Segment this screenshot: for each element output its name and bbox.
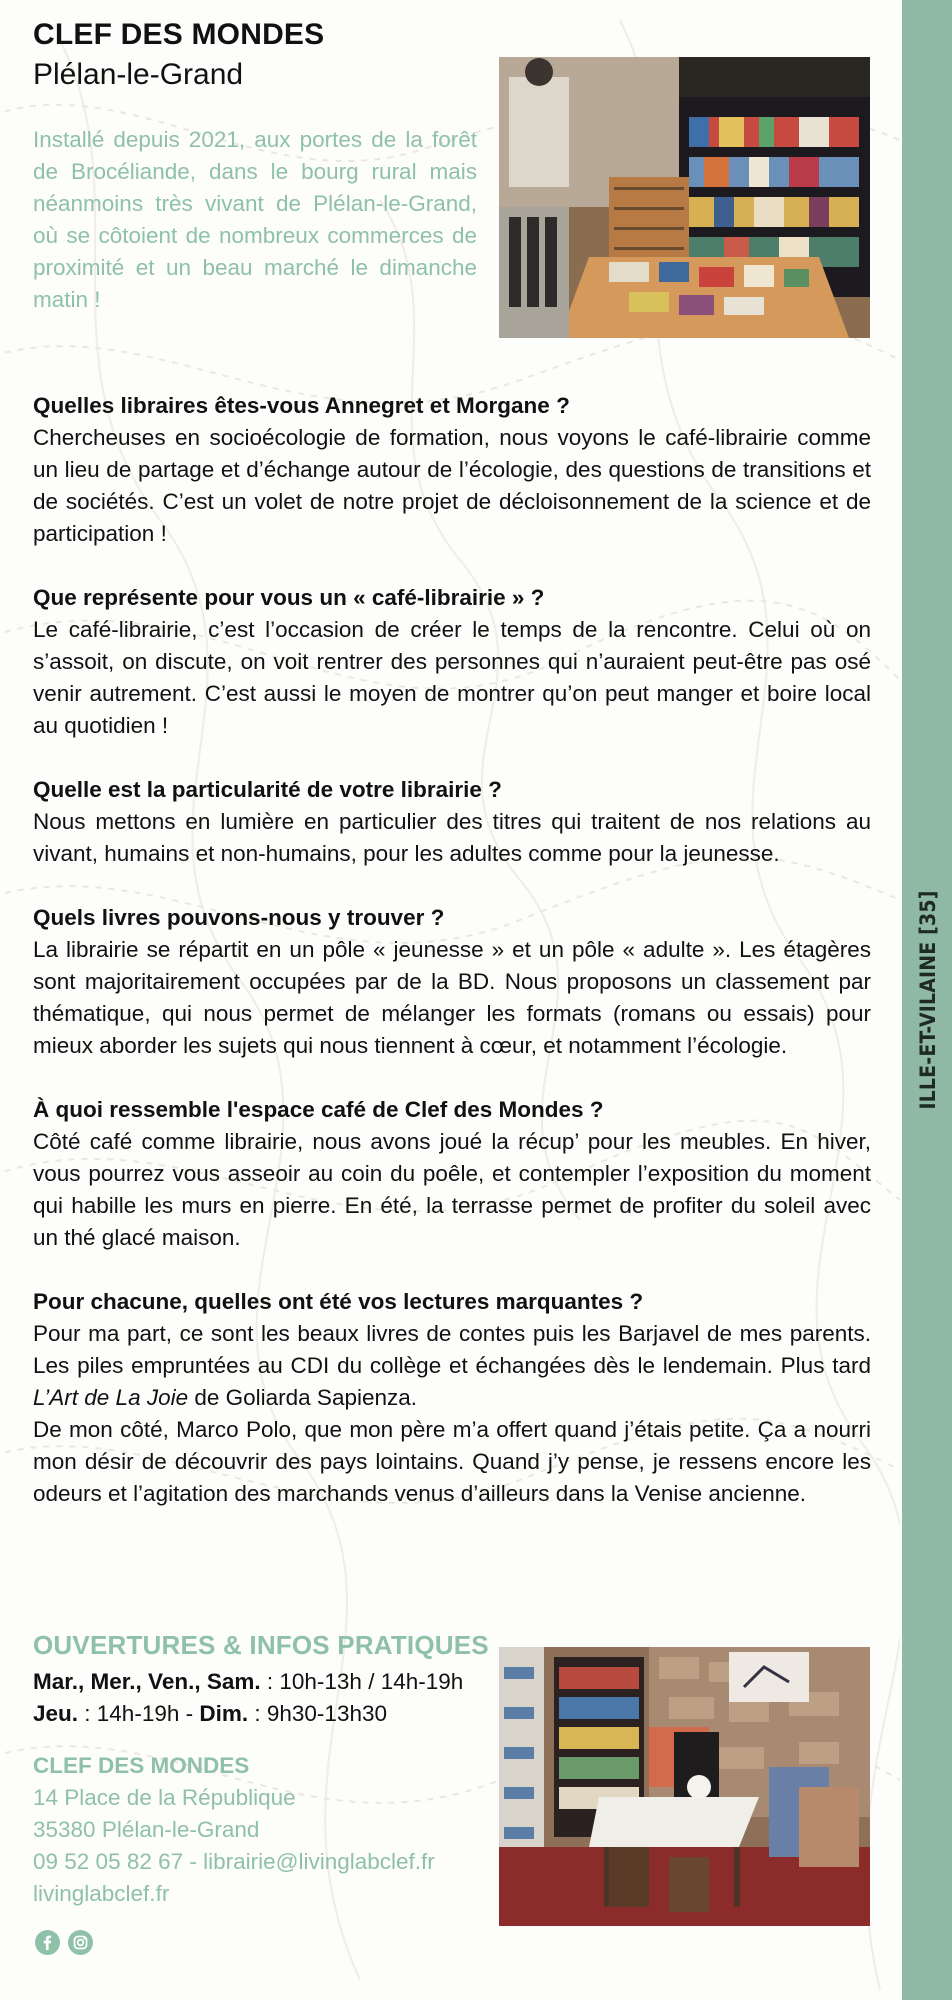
opening-hours [33, 1666, 463, 1730]
hours-times: : 10h-13h / 14h-19h [260, 1669, 464, 1694]
shop-name: CLEF DES MONDES [33, 1753, 250, 1778]
hours-days: Dim. [199, 1701, 249, 1726]
bookshop-title: CLEF DES MONDES [33, 18, 325, 51]
question: À quoi ressemble l'espace café de Clef des Mondes ? [33, 1097, 604, 1122]
interview-section [33, 390, 871, 1542]
qa-item [33, 390, 871, 550]
website-link[interactable]: livinglabclef.fr [33, 1881, 170, 1906]
answer: Nous mettons en lumière en particulier des titres qui traitent de nos relations au vivant, humains et non-humains, pour les adultes comme pour la jeunesse. [33, 809, 871, 866]
practical-info-title: OUVERTURES & INFOS PRATIQUES [33, 1630, 489, 1660]
answer: Côté café comme librairie, nous avons joué la récup’ pour les meubles. En hiver, vous pourrez vous asseoir au coin du poêle, et contempler l’exposition du moment qui habille les murs en pierre. En été, la terrasse permet de profiter du soleil avec un thé glacé maison. [33, 1129, 871, 1250]
hours-times: : 14h-19h - [78, 1701, 200, 1726]
social-links [35, 1930, 93, 1955]
qa-item [33, 582, 871, 742]
answer-part-1 [33, 1318, 871, 1414]
facebook-icon[interactable] [35, 1930, 60, 1955]
answer-part-2: De mon côté, Marco Polo, que mon père m’a offert quand j’étais petite. Ça a nourri mon désir de découvrir des pays lointains. Quand j’y pense, je ressens encore les odeurs et l’agitation des marchands venus d’ailleurs dans la Venise ancienne. [33, 1417, 871, 1506]
hours-line [33, 1698, 463, 1730]
shop-address [33, 1750, 435, 1910]
question: Quels livres pouvons-nous y trouver ? [33, 905, 445, 930]
hours-times: : 9h30-13h30 [248, 1701, 387, 1726]
qa-item [33, 1094, 871, 1254]
cafe-space-photo [499, 1647, 870, 1926]
bookshop-interior-photo [499, 57, 870, 338]
question: Que représente pour vous un « café-librairie » ? [33, 585, 545, 610]
contact-info[interactable]: 09 52 05 82 67 - librairie@livinglabclef.fr [33, 1849, 435, 1874]
street: 14 Place de la République [33, 1785, 296, 1810]
question: Quelle est la particularité de votre librairie ? [33, 777, 502, 802]
instagram-icon[interactable] [68, 1930, 93, 1955]
answer: Le café-librairie, c’est l’occasion de créer le temps de la rencontre. Celui où on s’assoit, on discute, on voit rentrer des personnes qui n’auraient peut-être pas osé venir autrement. C’est aussi le moyen de montrer qu’on peut manger et boire local au quotidien ! [33, 617, 871, 738]
answer-text: de Goliarda Sapienza. [188, 1385, 418, 1410]
qa-item-readings [33, 1286, 871, 1510]
question: Quelles libraires êtes-vous Annegret et Morgane ? [33, 393, 570, 418]
intro-paragraph: Installé depuis 2021, aux portes de la forêt de Brocéliande, dans le bourg rural mais néanmoins très vivant de Plélan-le-Grand, où se côtoient de nombreux commerces de proximité et un beau marché le dimanche matin ! [33, 127, 477, 312]
answer-text: Pour ma part, ce sont les beaux livres de contes puis les Barjavel de mes parents. Les piles empruntées au CDI du collège et échangées dès le lendemain. Plus tard [33, 1321, 871, 1378]
book-title: L’Art de La Joie [33, 1385, 189, 1410]
hours-days: Jeu. [33, 1701, 79, 1726]
question: Pour chacune, quelles ont été vos lectures marquantes ? [33, 1289, 644, 1314]
bookshop-town: Plélan-le-Grand [33, 58, 244, 91]
hours-days: Mar., Mer., Ven., Sam. [33, 1669, 261, 1694]
answer: Chercheuses en socioécologie de formation, nous voyons le café-librairie comme un lieu de partage et d’échange autour de l’écologie, des questions de transitions et de sociétés. C’est un volet de notre projet de décloisonnement de la science et de participation ! [33, 425, 871, 546]
answer: La librairie se répartit en un pôle « jeunesse » et un pôle « adulte ». Les étagères sont majoritairement occupées par de la BD. Nous proposons un classement par thématique, qui nous permet de mélanger les formats (romans ou essais) pour mieux aborder les sujets qui nous tiennent à cœur, et notamment l’écologie. [33, 937, 871, 1058]
hours-line [33, 1666, 463, 1698]
city: 35380 Plélan-le-Grand [33, 1817, 260, 1842]
qa-item [33, 774, 871, 870]
qa-item [33, 902, 871, 1062]
region-label: ILLE-ET-VILAINE [35] [916, 890, 940, 1110]
